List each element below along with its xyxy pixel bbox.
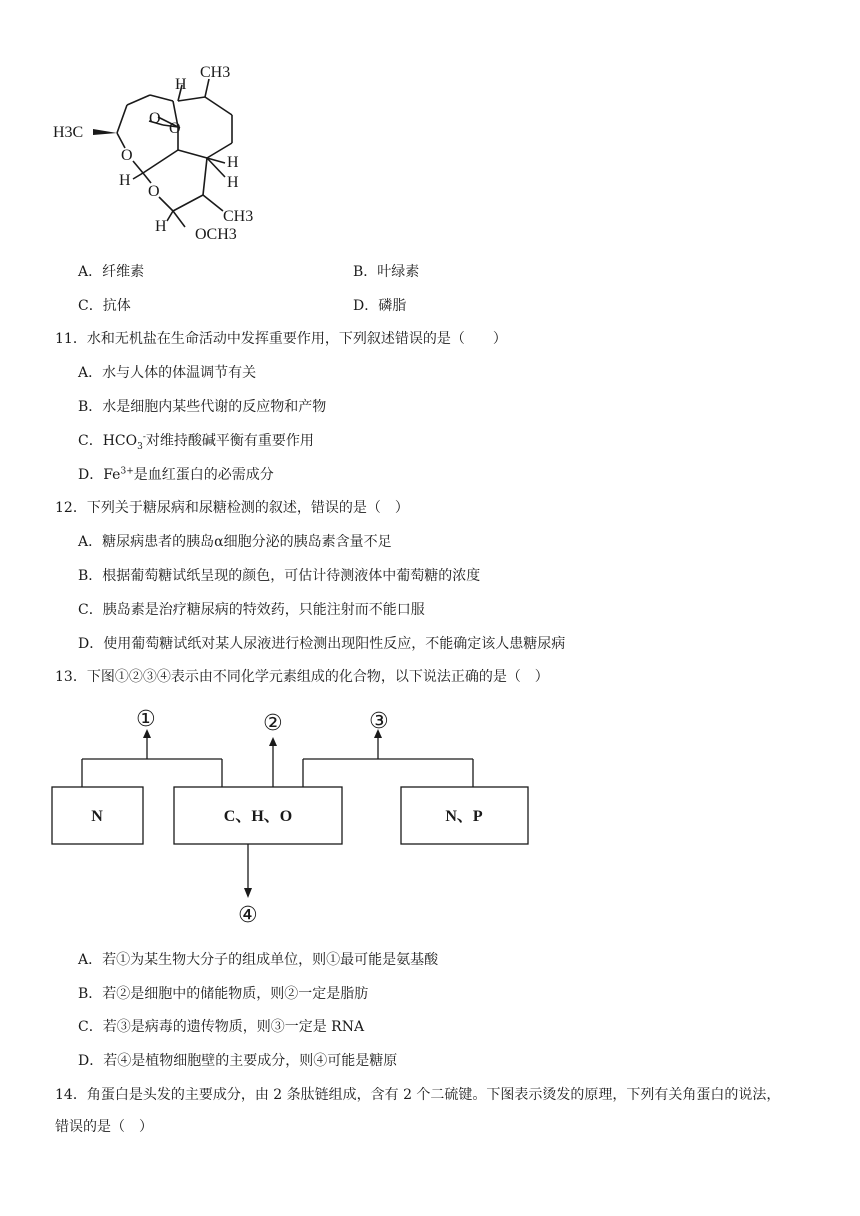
q12-option-c: C．胰岛素是治疗糖尿病的特效药，只能注射而不能口服 [78,602,425,618]
circle-3: ③ [369,709,389,734]
q12-option-d: D．使用葡萄糖试纸对某人尿液进行检测出现阳性反应，不能确定该人患糖尿病 [78,636,566,652]
q12-option-b: B．根据葡萄糖试纸呈现的颜色，可估计待测液体中葡萄糖的浓度 [78,568,481,584]
q10-option-b: B．叶绿素 [353,264,420,280]
o4-label: O [148,183,160,200]
ch3-right-label: CH3 [223,208,254,225]
q10-option-d: D．磷脂 [353,298,407,314]
q12-option-a: A．糖尿病患者的胰岛α细胞分泌的胰岛素含量不足 [78,534,392,550]
circle-1: ① [136,707,156,732]
h3c-left-label: H3C [53,124,84,141]
box-n-label: N [91,808,103,825]
och3-label: OCH3 [195,226,237,243]
q13-option-c: C．若③是病毒的遗传物质，则③一定是 RNA [78,1019,365,1035]
q12-stem: 12．下列关于糖尿病和尿糖检测的叙述，错误的是（ ） [55,500,409,516]
q13-option-d: D．若④是植物细胞壁的主要成分，则④可能是糖原 [78,1053,398,1069]
q13-option-b: B．若②是细胞中的储能物质，则②一定是脂肪 [78,986,369,1002]
q13-option-a: A．若①为某生物大分子的组成单位，则①最可能是氨基酸 [78,952,439,968]
q11-option-d: D．$Fe^{3+}$是血红蛋白的必需成分 [78,466,274,483]
circle-4: ④ [238,903,258,928]
box-np-label: N、P [445,808,483,825]
h-left-label: H [119,172,131,189]
o1-label: O [121,147,133,164]
molecule-structure [45,55,275,255]
box-cho-label: C、H、O [223,808,293,825]
h-right2-label: H [227,174,239,191]
o2-label: O [149,110,161,127]
h-top-label: H [175,76,187,93]
q11-option-b: B．水是细胞内某些代谢的反应物和产物 [78,399,327,415]
q13-stem: 13．下图①②③④表示由不同化学元素组成的化合物，以下说法正确的是（ ） [55,669,549,685]
q13-diagram [0,700,860,935]
q10-option-a: A．纤维素 [78,264,145,280]
h-right1-label: H [227,154,239,171]
o3-label: O [169,120,181,137]
q14-stem-line2: 错误的是（ ） [55,1119,153,1135]
q11-stem: 11．水和无机盐在生命活动中发挥重要作用，下列叙述错误的是（ ） [55,331,507,347]
ch3-top-label: CH3 [200,64,231,81]
q11-option-a: A．水与人体的体温调节有关 [78,365,257,381]
q11-option-c: C．$HCO_3^-$对维持酸碱平衡有重要作用 [78,432,314,452]
h-bottom-label: H [155,218,167,235]
circle-2: ② [263,711,283,736]
q14-stem-line1: 14．角蛋白是头发的主要成分，由 2 条肽链组成，含有 2 个二硫键。下图表示烫发的原理，下列有关角蛋白的说法， [55,1087,781,1103]
q10-option-c: C．抗体 [78,298,131,314]
